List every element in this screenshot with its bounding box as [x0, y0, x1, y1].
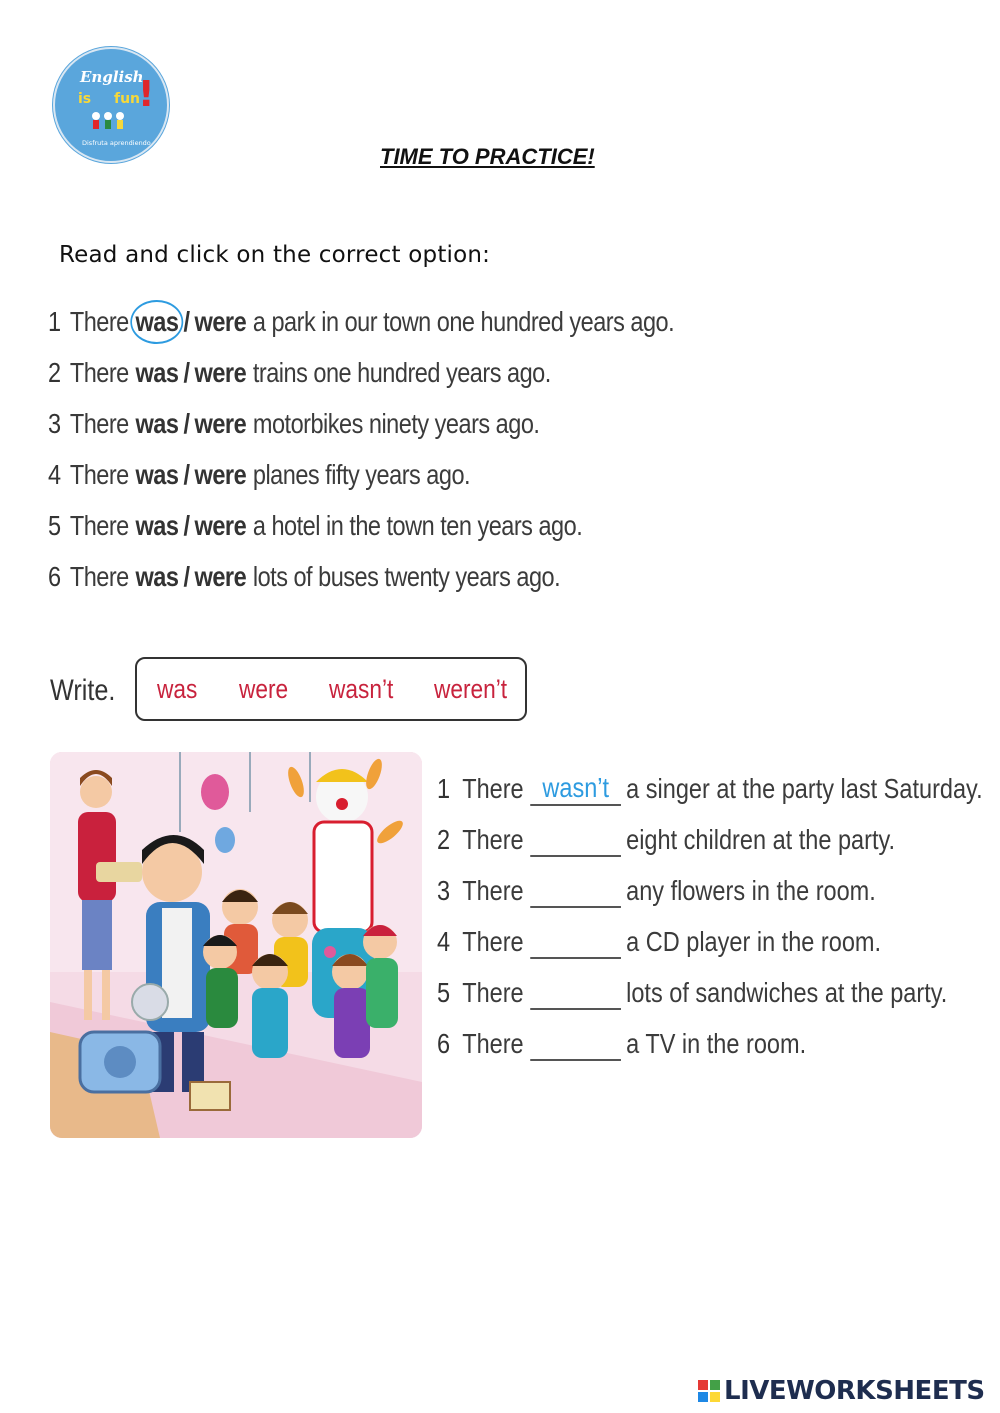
item-sentence-end: trains one hundred years ago. — [252, 356, 551, 388]
exercise2-item-6 — [437, 1018, 983, 1069]
item-sentence-end: planes fifty years ago. — [252, 458, 471, 490]
item-sentence-end: motorbikes ninety years ago. — [252, 407, 540, 439]
exercise2-label: Write. — [50, 674, 116, 707]
exercise2-list — [437, 763, 1000, 1069]
item-there: There — [462, 874, 524, 906]
item-number: 4 — [437, 925, 451, 957]
exercise1-list — [48, 296, 793, 602]
option-separator: / — [183, 560, 190, 592]
item-there: There — [462, 925, 524, 957]
item-sentence-end: a park in our town one hundred years ago. — [252, 305, 675, 337]
exercise2-item-5 — [437, 967, 983, 1018]
answer-field[interactable] — [530, 1027, 621, 1061]
option-were[interactable]: were — [194, 560, 247, 592]
word-bank-item-wasnt: wasn’t — [329, 673, 394, 704]
english-is-fun-logo — [52, 46, 170, 164]
item-number: 2 — [48, 356, 61, 388]
item-number: 4 — [48, 458, 61, 490]
option-were[interactable]: were — [194, 509, 247, 541]
item-sentence-end: lots of sandwiches at the party. — [626, 976, 948, 1008]
exercise1-item-4 — [48, 449, 674, 500]
item-number: 6 — [437, 1027, 451, 1059]
liveworksheets-wordmark: LIVEWORKSHEETS — [724, 1376, 985, 1406]
item-number: 2 — [437, 823, 451, 855]
party-illustration — [50, 752, 422, 1138]
logo-graphic — [52, 46, 170, 164]
option-separator: / — [183, 305, 190, 337]
item-sentence-end: a CD player in the room. — [626, 925, 882, 957]
exercise1-instructions: Read and click on the correct option: — [59, 242, 491, 268]
exercise1-item-2 — [48, 347, 674, 398]
item-there: There — [462, 823, 524, 855]
exercise1-item-3 — [48, 398, 674, 449]
option-was[interactable]: was — [135, 356, 179, 388]
item-there: There — [69, 407, 129, 439]
item-there: There — [69, 356, 129, 388]
liveworksheets-logo-icon — [698, 1380, 720, 1402]
option-separator: / — [183, 407, 190, 439]
item-number: 6 — [48, 560, 61, 592]
logo-tagline: Disfruta aprendiendo — [82, 139, 151, 147]
item-sentence-end: a hotel in the town ten years ago. — [252, 509, 583, 541]
option-separator: / — [183, 509, 190, 541]
option-were[interactable]: were — [194, 407, 247, 439]
exercise2-item-3 — [437, 865, 983, 916]
logo-word-fun: fun — [114, 91, 141, 107]
answer-field[interactable] — [530, 976, 621, 1010]
answer-field[interactable] — [530, 823, 621, 857]
logo-word-is: is — [78, 91, 92, 107]
liveworksheets-brand[interactable] — [698, 1376, 985, 1406]
item-there: There — [69, 458, 129, 490]
answer-field[interactable] — [530, 772, 621, 806]
answer-field[interactable] — [530, 874, 621, 908]
word-bank-item-werent: weren’t — [434, 673, 508, 704]
option-were[interactable]: were — [194, 356, 247, 388]
option-were[interactable]: were — [194, 305, 247, 337]
logo-word-english: English — [80, 68, 144, 86]
item-there: There — [69, 560, 129, 592]
item-there: There — [462, 976, 524, 1008]
item-number: 3 — [437, 874, 451, 906]
item-number: 1 — [48, 305, 61, 337]
logo-exclamation: ! — [138, 74, 155, 115]
item-sentence-end: a TV in the room. — [626, 1027, 807, 1059]
item-there: There — [69, 509, 129, 541]
party-scene-image — [50, 752, 422, 1138]
option-was[interactable]: was — [135, 458, 179, 490]
item-number: 3 — [48, 407, 61, 439]
item-sentence-end: lots of buses twenty years ago. — [252, 560, 561, 592]
option-separator: / — [183, 356, 190, 388]
logo-kids-icon — [92, 112, 124, 129]
option-was[interactable]: was — [135, 509, 179, 541]
item-sentence-end: eight children at the party. — [626, 823, 896, 855]
page-title: TIME TO PRACTICE! — [380, 144, 595, 169]
option-was[interactable]: was — [135, 305, 179, 337]
word-bank-item-were: were — [239, 673, 289, 704]
option-were[interactable]: were — [194, 458, 247, 490]
item-sentence-end: any flowers in the room. — [626, 874, 876, 906]
item-number: 1 — [437, 772, 451, 804]
item-there: There — [462, 1027, 524, 1059]
word-bank — [135, 657, 527, 721]
answer-field[interactable] — [530, 925, 621, 959]
exercise1-item-5 — [48, 500, 674, 551]
word-bank-item-was: was — [157, 673, 198, 704]
option-separator: / — [183, 458, 190, 490]
exercise2-item-1 — [437, 763, 983, 814]
item-there: There — [69, 305, 129, 337]
option-was[interactable]: was — [135, 560, 179, 592]
exercise1-item-6 — [48, 551, 674, 602]
item-sentence-end: a singer at the party last Saturday. — [626, 772, 983, 804]
item-there: There — [462, 772, 524, 804]
item-number: 5 — [48, 509, 61, 541]
item-number: 5 — [437, 976, 451, 1008]
exercise2-item-4 — [437, 916, 983, 967]
exercise1-item-1 — [48, 296, 674, 347]
option-was[interactable]: was — [135, 407, 179, 439]
exercise2-item-2 — [437, 814, 983, 865]
